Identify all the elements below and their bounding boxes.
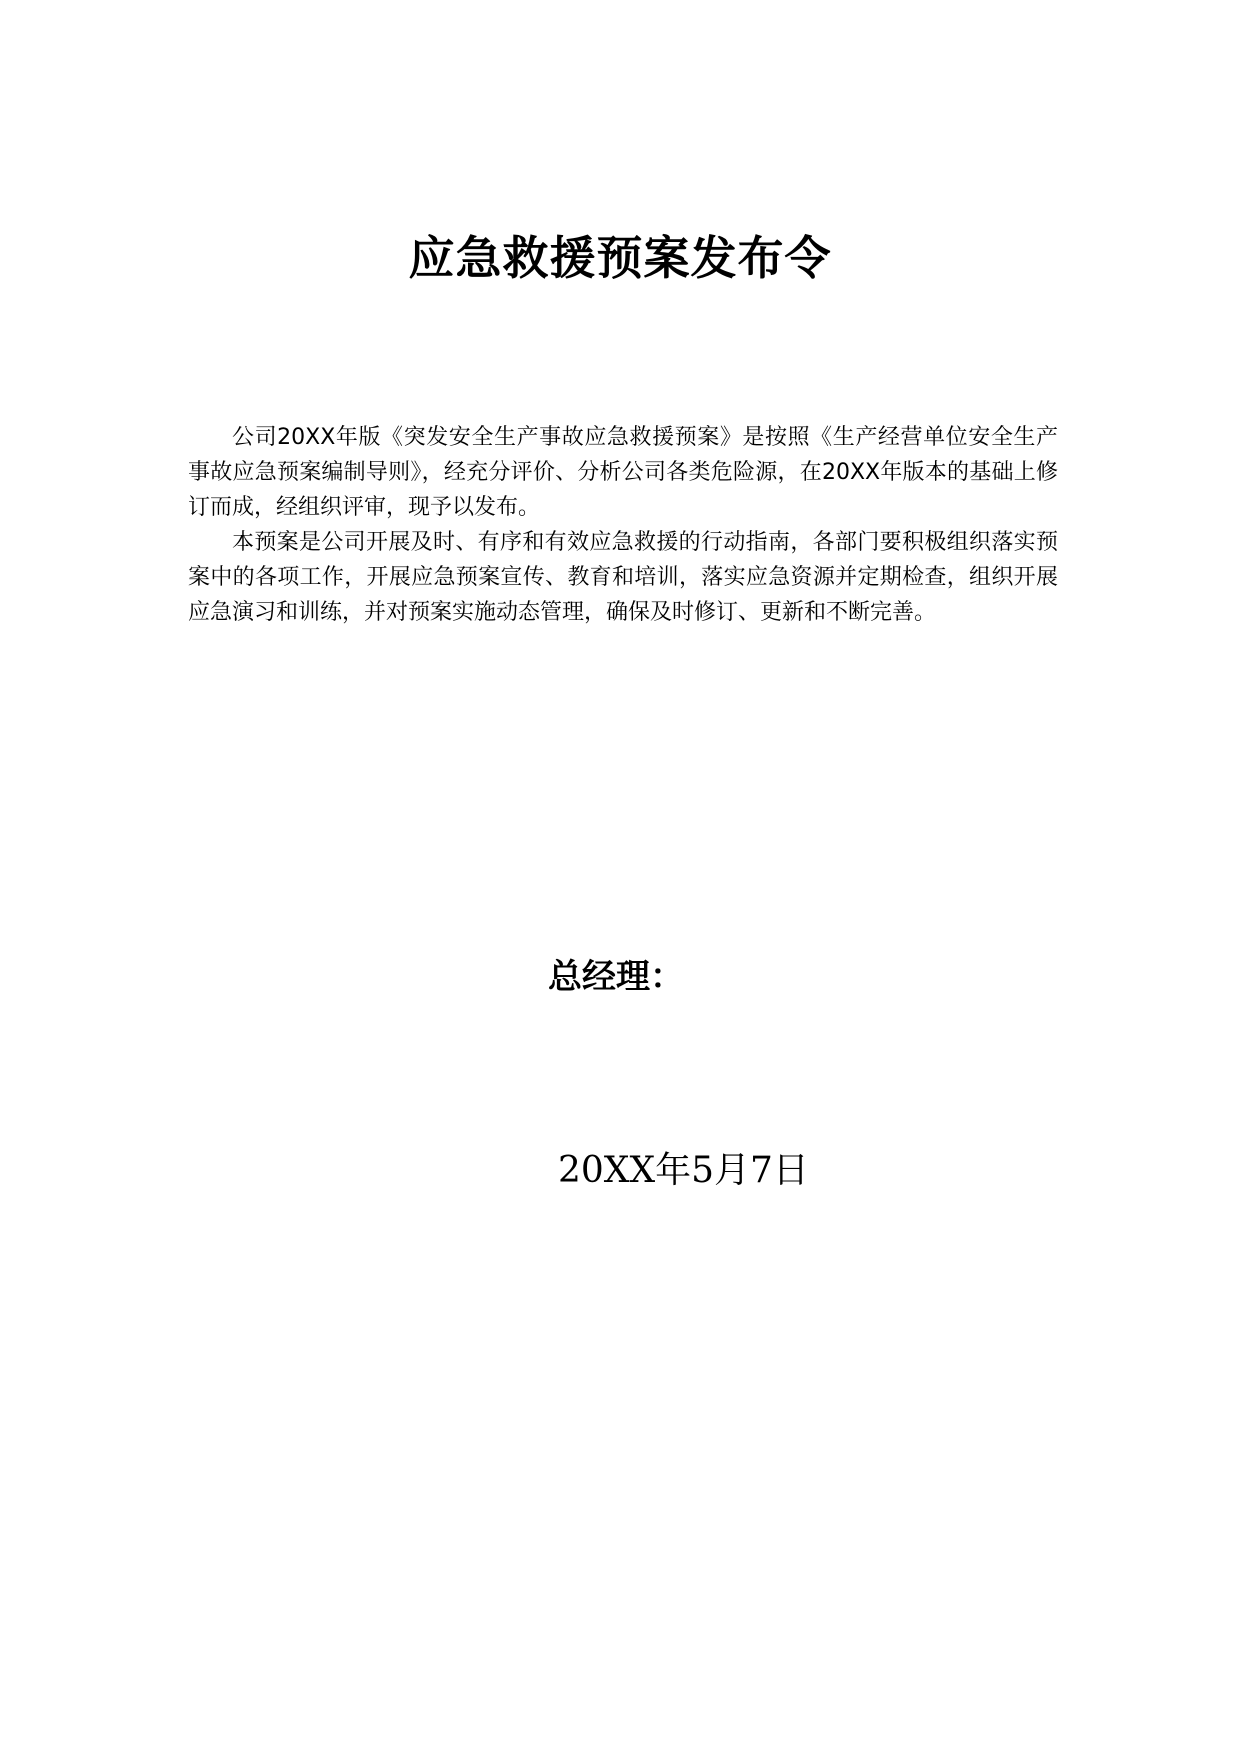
document-body [188, 420, 1058, 630]
document-title: 应急救援预案发布令 [408, 231, 832, 285]
body-paragraph-1: 公司20XX年版《突发安全生产事故应急救援预案》是按照《生产经营单位安全生产事故应急预案编制导则》，经充分评价、分析公司各类危险源，在20XX年版本的基础上修订而成，经组织评审，现予以发布。 [188, 425, 1058, 520]
issue-date: 20XX年5月7日 [558, 1150, 809, 1191]
signature-label: 总经理： [548, 957, 684, 997]
body-paragraph-2: 本预案是公司开展及时、有序和有效应急救援的行动指南，各部门要积极组织落实预案中的各项工作，开展应急预案宣传、教育和培训，落实应急资源并定期检查，组织开展应急演习和训练，并对预案实施动态管理，确保及时修订、更新和不断完善。 [188, 530, 1058, 625]
